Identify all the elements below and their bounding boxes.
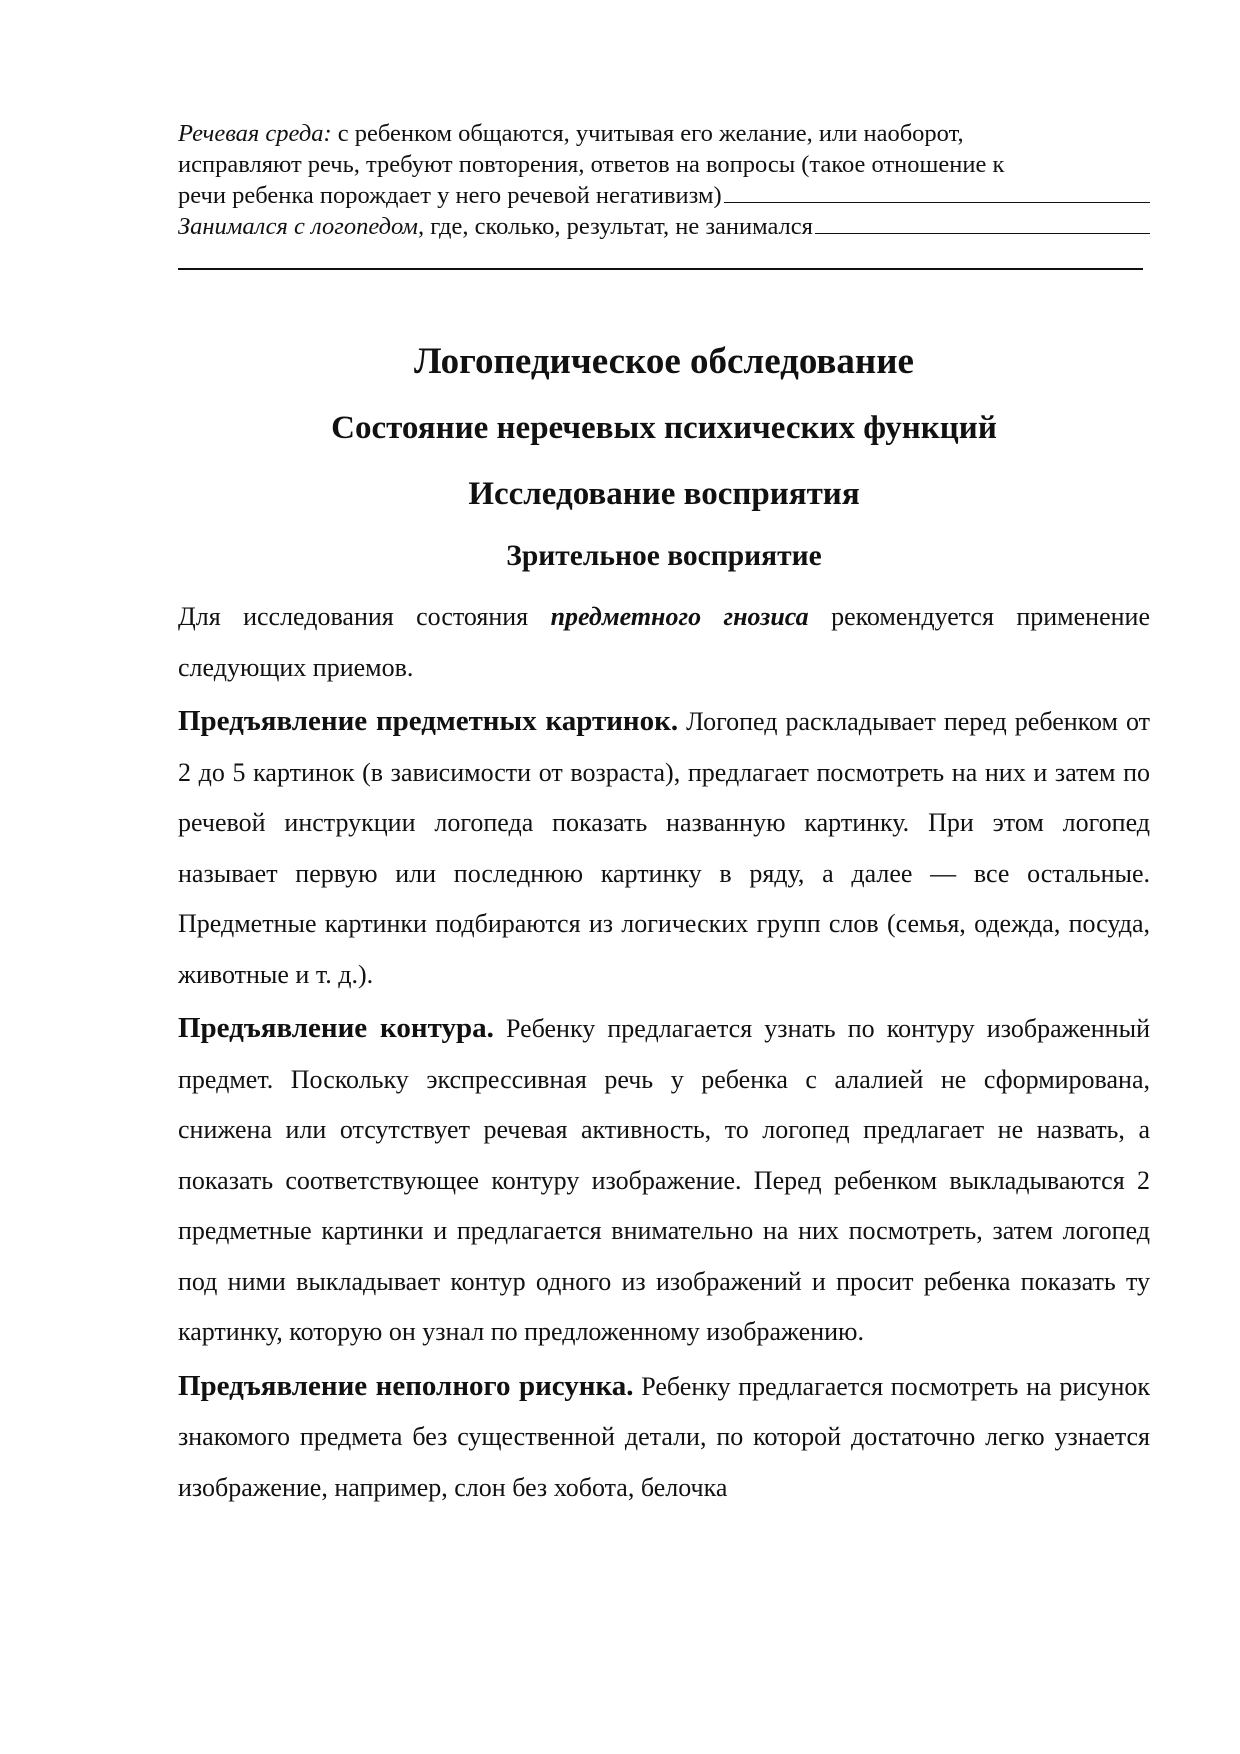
- object-gnosis-term: предметного гнозиса: [550, 602, 809, 631]
- intro-line-2: [178, 149, 1150, 180]
- blank-full-rule: [178, 268, 1143, 270]
- object-pictures-text: Логопед раскладывает перед ребенком от 2 до 5 картинок (в зависимости от возраста), предлагает посмотреть на них и затем по речевой инструкции логопеда показать названную картинку. При этом логопед называет первую или последнюю картинку в ряду, а далее — все остальные. Предметные картинки подбираются из логических групп слов (семья, одежда, посуда, животные и т. д.).: [178, 707, 1150, 989]
- subsection-heading: Исследование восприятия: [468, 476, 860, 512]
- blank-fill-line: [815, 211, 1150, 234]
- intro-line-3-text: речи ребенка порождает у него речевой негативизм): [178, 182, 722, 209]
- contour-heading: Предъявление контура.: [178, 1012, 494, 1044]
- intro-line-2-text: исправляют речь, требуют повторения, ответов на вопросы (такое отношение к: [178, 151, 1005, 178]
- intro-line-1: [178, 118, 1150, 149]
- intro-line-1-text: с ребенком общаются, учитывая его желание, или наоборот,: [331, 120, 964, 147]
- intro-line-4-text: где, сколько, результат, не занимался: [424, 213, 813, 240]
- subsubsection-heading: Зрительное восприятие: [506, 540, 822, 572]
- object-pictures-heading: Предъявление предметных картинок.: [178, 705, 679, 737]
- intro-line-3: [178, 180, 1150, 211]
- intro-block: [178, 118, 1150, 242]
- paragraph-intro-after: рекомендуется применение следующих приемов.: [178, 602, 1150, 682]
- paragraph-intro-before: Для исследования состояния: [178, 602, 551, 631]
- speech-environment-label: Речевая среда:: [178, 120, 332, 147]
- blank-fill-line: [724, 180, 1150, 203]
- speech-therapist-label: Занимался с логопедом,: [178, 213, 425, 240]
- incomplete-drawing-heading: Предъявление неполного рисунка.: [178, 1369, 634, 1402]
- paragraph-object-pictures: [178, 696, 1150, 1000]
- body-text: [178, 592, 1150, 1513]
- paragraph-intro: [178, 592, 1150, 693]
- incomplete-drawing-text: Ребенку предлагается посмотреть на рисунок знакомого предмета без существенной детали, по которой достаточно легко узнается изображение, например, слон без хобота, белочка: [178, 1371, 1150, 1502]
- contour-text: Ребенку предлагается узнать по контуру изображенный предмет. Поскольку экспрессивная речь у ребенка с алалией не сформирована, снижена или отсутствует речевая активность, то логопед предлагает не назвать, а показать соответствующее контуру изображение. Перед ребенком выкладываются 2 предметные картинки и предлагается внимательно на них посмотреть, затем логопед под ними выкладывает контур одного из изображений и просит ребенка показать ту картинку, которую он узнал по предложенному изображению.: [178, 1014, 1150, 1346]
- paragraph-incomplete-drawing: [178, 1361, 1150, 1514]
- page-title: Логопедическое обследование: [414, 341, 914, 382]
- intro-line-4: [178, 211, 1150, 242]
- paragraph-contour: [178, 1003, 1150, 1358]
- section-heading: Состояние неречевых психических функций: [331, 410, 997, 446]
